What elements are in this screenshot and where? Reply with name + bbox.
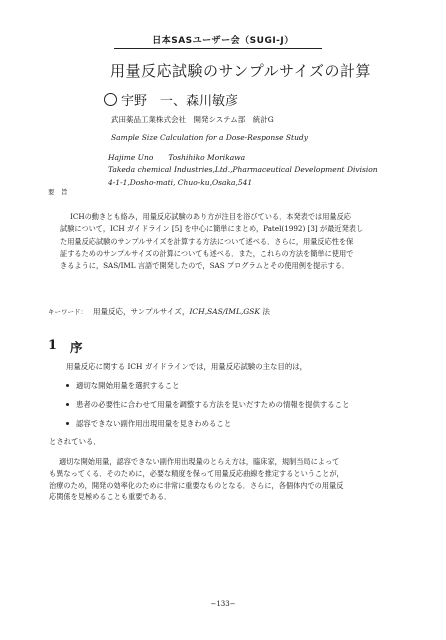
bullet-item bbox=[66, 418, 231, 429]
authors bbox=[104, 90, 238, 109]
paper-title: 用量反応試験のサンプルサイズの計算 bbox=[110, 62, 371, 80]
closing-text: とされている． bbox=[49, 437, 101, 446]
bullet-text: 患者の必要性に合わせて用量を調整する方法を見いだすための情報を提供すること bbox=[76, 400, 350, 409]
keywords-label: キーワード： bbox=[48, 308, 87, 316]
intro-text: 用量反応に関する ICH ガイドラインでは，用量反応試験の主な目的は， bbox=[66, 362, 307, 371]
header-rule bbox=[114, 48, 322, 49]
abstract-line: た用量反応試験のサンプルサイズを計算する方法について述べる．さらに，用量反応性を保 bbox=[60, 236, 354, 246]
bullet-text: 適切な開始用量を選択すること bbox=[76, 381, 180, 390]
english-authors: Hajime Uno Toshihiko Morikawa bbox=[108, 153, 246, 162]
keywords-plain: 用量反応，サンプルサイズ， bbox=[93, 307, 190, 316]
paragraph-line: 治療のため，開発の効率化のために非常に重要なものとなる．さらに，各個体内での用量反 bbox=[49, 480, 344, 490]
keywords-tail: 法 bbox=[260, 307, 270, 316]
section-number: 1 bbox=[48, 338, 58, 353]
body-paragraph bbox=[49, 456, 419, 503]
abstract-label: 要 旨 bbox=[48, 188, 68, 196]
abstract-line: 試験について，ICH ガイドライン [5] を中心に簡単にまとめ，Patel(1992) [3] が最近発表し bbox=[60, 224, 364, 234]
keywords-italic: ICH,SAS/IML,GSK bbox=[189, 307, 261, 316]
page-number: −133− bbox=[210, 600, 236, 608]
bullet-dot-icon bbox=[66, 422, 69, 425]
conference-header: 日本SASユーザー会（SUGI-J） bbox=[152, 36, 294, 46]
abstract-line: ICHの動きとも絡み，用量反応試験のあり方が注目を浴びている．本発表では用量反応 bbox=[70, 212, 351, 221]
authors-text: 宇野 一、森川敏彦 bbox=[121, 94, 239, 109]
affiliation: 武田薬品工業株式会社 開発システム部 統計G bbox=[111, 115, 274, 124]
english-address: 4-1-1,Dosho-mati, Chuo-ku,Osaka,541 bbox=[108, 178, 253, 187]
bullet-item bbox=[66, 380, 179, 391]
abstract-line: 証するためのサンプルサイズの計算についても述べる．また，これらの方法を簡単に使用で bbox=[60, 248, 354, 258]
bullet-text: 認容できない副作用出現用量を見きわめること bbox=[76, 419, 232, 428]
abstract-body bbox=[60, 211, 420, 272]
paragraph-line: 応関係を見極めることも重要である． bbox=[49, 492, 172, 502]
paragraph-line: も異なってくる．そのために，必要な精度を保って用量反応曲線を推定するということが， bbox=[49, 468, 344, 478]
presenter-circle-icon bbox=[104, 93, 117, 106]
abstract-line: きるように，SAS/IML 言語で開発したので，SAS プログラムとその使用例を提示する． bbox=[60, 261, 350, 271]
bullet-dot-icon bbox=[66, 384, 69, 387]
english-title: Sample Size Calculation for a Dose-Response Study bbox=[111, 133, 308, 142]
bullet-item bbox=[66, 399, 349, 410]
section-title: 序 bbox=[70, 340, 83, 355]
bullet-dot-icon bbox=[66, 403, 69, 406]
english-affiliation: Takeda chemical Industries,Ltd.,Pharmaceutical Development Division bbox=[108, 165, 378, 174]
keywords bbox=[93, 306, 270, 317]
paragraph-line: 適切な開始用量，認容できない副作用出現量のとらえ方は，臨床家，規制当局によって bbox=[59, 457, 340, 466]
